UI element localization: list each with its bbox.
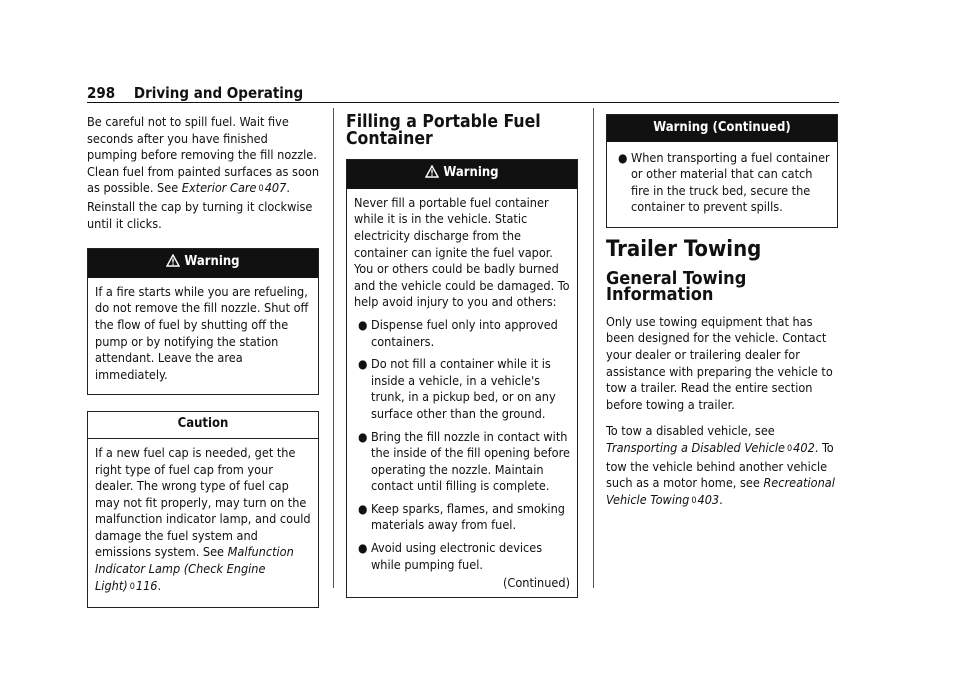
bullet-icon: ● bbox=[358, 501, 368, 516]
ref-exterior-care[interactable]: Exterior Care bbox=[181, 180, 257, 196]
warning-header bbox=[88, 249, 318, 278]
ref-page[interactable]: 407 bbox=[264, 180, 287, 196]
heading-trailer-towing: Trailer Towing bbox=[606, 236, 762, 262]
ref-page[interactable]: 403 bbox=[697, 491, 720, 507]
list-item: ● Bring the fill nozzle in contact with the inside of the fill opening before operating the nozzle. Maintain contact until filling is complete. bbox=[358, 428, 570, 494]
caution-header: Caution bbox=[88, 412, 318, 439]
warning-text: Never fill a portable fuel container while it is in the vehicle. Static electricity discharge from the container can ignite the fuel vapor. You or others could be badly burned and the vehicle could be damaged. To help avoid injury to you and others: bbox=[354, 194, 570, 310]
ref-malfunction-indicator-lamp[interactable]: Malfunction Indicator Lamp (Check Engine Light) bbox=[95, 544, 294, 593]
bullet-icon: ● bbox=[358, 317, 368, 332]
warning-text: If a fire starts while you are refueling, do not remove the fill nozzle. Shut off the flow of fuel by shutting off the pump or by notifying the station attendant. Leave the area immediately. bbox=[95, 283, 309, 382]
warning-title: Warning bbox=[184, 254, 240, 270]
ref-transporting-disabled-vehicle[interactable]: Transporting a Disabled Vehicle bbox=[606, 439, 785, 455]
warning-box-portable-container bbox=[346, 159, 578, 598]
column-2 bbox=[346, 114, 578, 612]
heading-general-towing-information: General Towing Information bbox=[606, 267, 747, 306]
list-item: ● Dispense fuel only into approved containers. bbox=[358, 316, 558, 349]
warning-bullet-list bbox=[614, 150, 830, 216]
page-header bbox=[87, 84, 303, 102]
page-number: 298 bbox=[87, 84, 116, 102]
ref-page[interactable]: 116 bbox=[135, 577, 158, 593]
towing-paragraph-1: Only use towing equipment that has been designed for the vehicle. Contact your dealer or trailering dealer for assistance with preparing the vehicle to tow a trailer. Read the entire section before towing a trailer. bbox=[606, 313, 833, 412]
column-1 bbox=[87, 114, 319, 622]
warning-continued-header: Warning (Continued) bbox=[607, 115, 837, 142]
bullet-icon: ● bbox=[358, 357, 368, 372]
page-ref-arrow-icon: 0 bbox=[258, 184, 264, 195]
list-item: ● Avoid using electronic devices while pumping fuel. bbox=[358, 540, 543, 572]
column-divider-2 bbox=[593, 108, 594, 588]
section-heading-portable-fuel: Filling a Portable Fuel Container bbox=[346, 112, 541, 149]
bullet-icon: ● bbox=[358, 541, 368, 556]
warning-title: Warning bbox=[443, 165, 499, 181]
warning-bullet-list bbox=[354, 317, 570, 573]
warning-box-fire bbox=[87, 248, 319, 395]
list-item: ● Keep sparks, flames, and smoking materials away from fuel. bbox=[358, 500, 565, 533]
list-item: ● Do not fill a container while it is inside a vehicle, in a vehicle's trunk, in a pickup bed, or on any surface other than the ground. bbox=[358, 356, 556, 421]
header-rule bbox=[87, 102, 839, 103]
list-item: ● When transporting a fuel container or other material that can catch fire in the truck bed, secure the container to prevent spills. bbox=[618, 149, 830, 215]
column-3 bbox=[606, 114, 838, 520]
warning-triangle-icon bbox=[166, 254, 180, 273]
intro-paragraph: Be careful not to spill fuel. Wait five seconds after you have finished pumping before removing the fill nozzle. Clean fuel from painted surfaces as soon as possible. See Exterior Care 0407. Reinstall the cap by turning it clockwise until it clicks. bbox=[87, 114, 320, 231]
chapter-title: Driving and Operating bbox=[133, 84, 304, 102]
caution-text: If a new fuel cap is needed, get the right type of fuel cap from your dealer. The wrong type of fuel cap may not fit properly, may turn on the malfunction indicator lamp, and could damage the fuel system and emissions system. See Malfunction Indicator Lamp (Check Engine Light) 0116. bbox=[95, 444, 311, 593]
bullet-icon: ● bbox=[358, 429, 368, 444]
caution-box bbox=[87, 411, 319, 608]
warning-triangle-icon bbox=[425, 165, 439, 184]
bullet-icon: ● bbox=[618, 150, 628, 165]
ref-recreational-vehicle-towing[interactable]: Recreational Vehicle Towing bbox=[606, 475, 835, 507]
column-divider-1 bbox=[333, 108, 334, 588]
page-ref-arrow-icon: 0 bbox=[129, 581, 135, 592]
ref-page[interactable]: 402 bbox=[793, 439, 815, 455]
warning-header bbox=[347, 160, 577, 189]
continued-label: (Continued) bbox=[503, 575, 570, 591]
warning-box-continued bbox=[606, 114, 838, 228]
page-ref-arrow-icon: 0 bbox=[691, 495, 697, 506]
towing-paragraph-2: To tow a disabled vehicle, see Transporting a Disabled Vehicle 0402. To tow the vehicle behind another vehicle such as a motor home, see Recreational Vehicle Towing 0403. bbox=[606, 423, 835, 507]
page-ref-arrow-icon: 0 bbox=[787, 443, 793, 454]
